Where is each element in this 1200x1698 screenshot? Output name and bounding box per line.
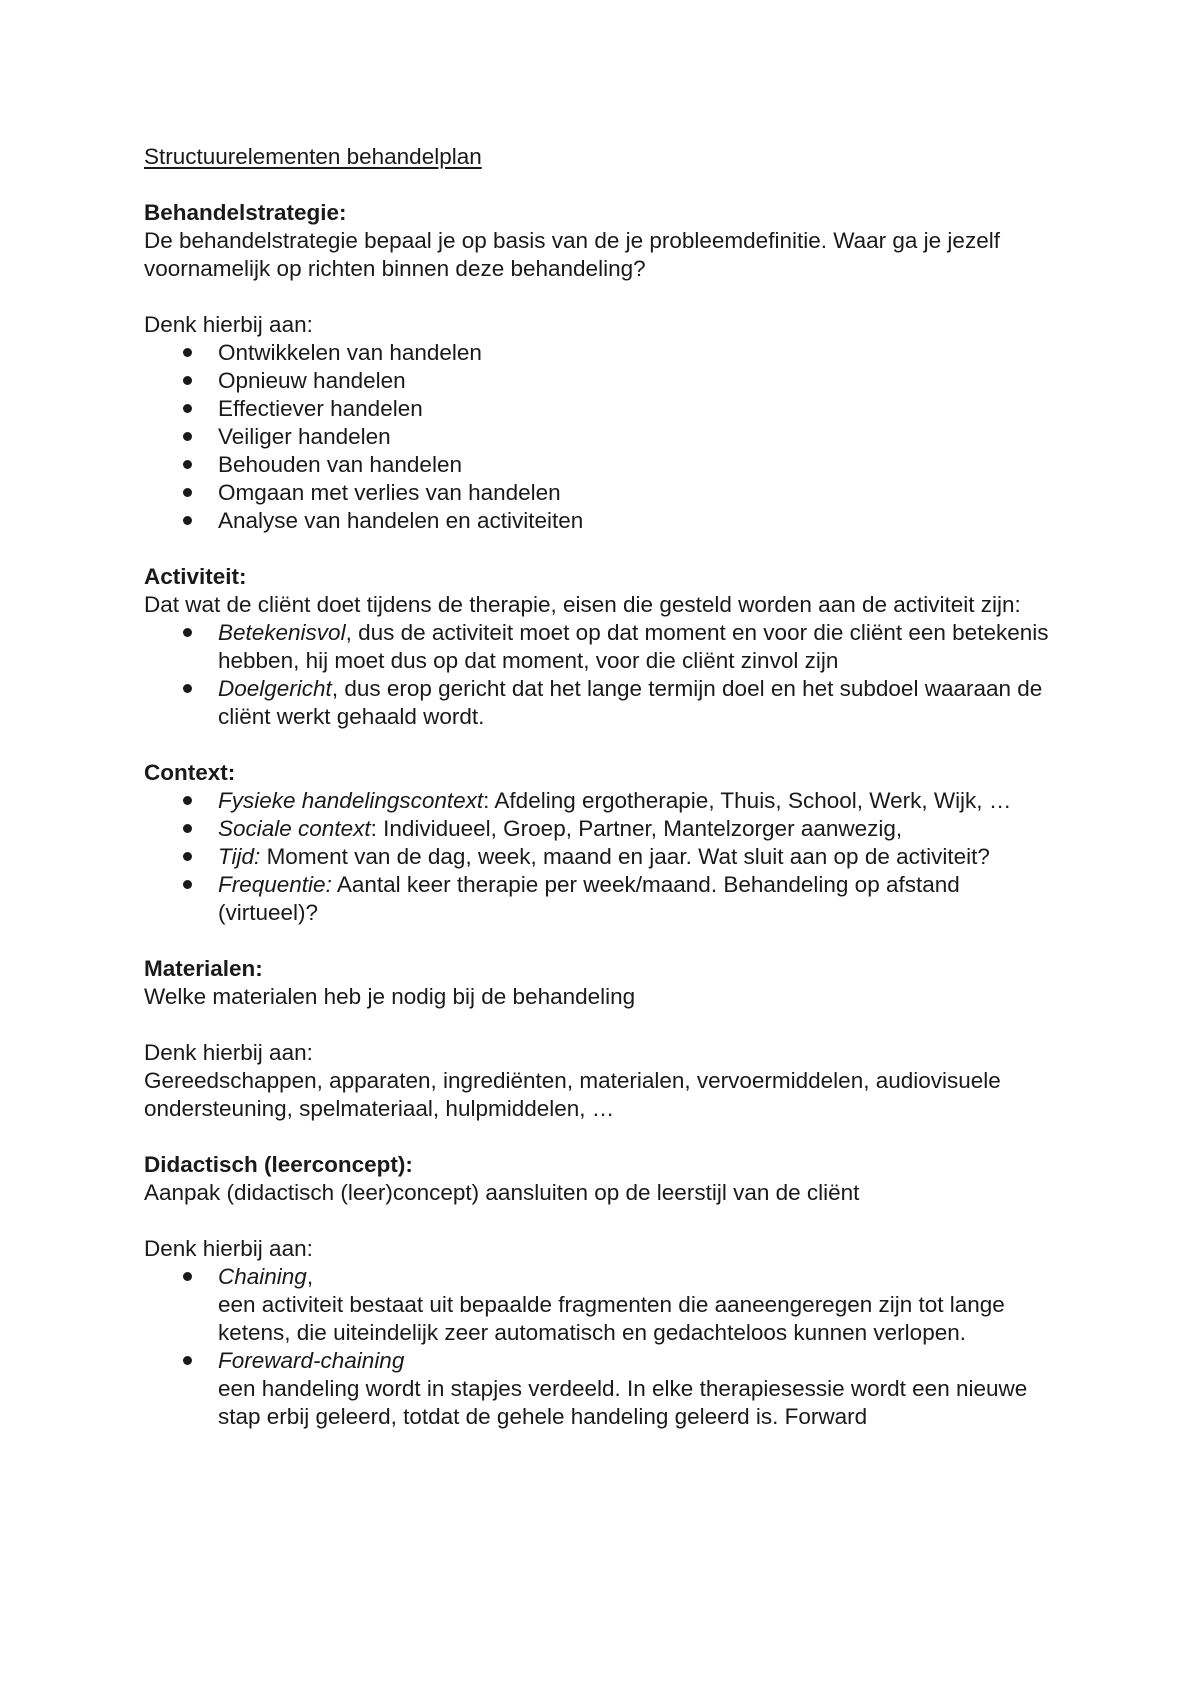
list-item	[144, 423, 1064, 451]
list-item-term: Chaining	[218, 1264, 307, 1289]
materialen-list: Gereedschappen, apparaten, ingrediënten, materialen, vervoermiddelen, audiovisuele ondersteuning, spelmateriaal, hulpmiddelen, …	[144, 1068, 1001, 1121]
list-item-term: Fysieke handelingscontext	[218, 788, 484, 813]
spacer	[144, 535, 1064, 563]
section-heading-materialen: Materialen:	[144, 956, 263, 981]
list-item	[144, 787, 1064, 815]
list-item	[144, 871, 1064, 927]
strategie-denk-label: Denk hierbij aan:	[144, 312, 313, 337]
spacer	[144, 1123, 1064, 1151]
bullet-icon	[183, 516, 192, 525]
section-heading-didactisch: Didactisch (leerconcept):	[144, 1152, 413, 1177]
bullet-icon	[183, 488, 192, 497]
list-item	[144, 1347, 1064, 1431]
list-item-text: Opnieuw handelen	[218, 368, 406, 393]
list-item	[144, 451, 1064, 479]
list-item-text: Behouden van handelen	[218, 452, 462, 477]
spacer	[144, 283, 1064, 311]
bullet-icon	[183, 684, 192, 693]
list-item	[144, 619, 1064, 675]
list-item-text: Omgaan met verlies van handelen	[218, 480, 561, 505]
list-item-text: Veiliger handelen	[218, 424, 391, 449]
bullet-icon	[183, 460, 192, 469]
list-item-text: , dus erop gericht dat het lange termijn doel en het subdoel waaraan de cliënt werkt gehaald wordt.	[218, 676, 1043, 729]
list-item	[144, 395, 1064, 423]
list-item-text: Moment van de dag, week, maand en jaar. Wat sluit aan op de activiteit?	[260, 844, 990, 869]
list-item-text: Ontwikkelen van handelen	[218, 340, 482, 365]
materialen-denk-label: Denk hierbij aan:	[144, 1040, 313, 1065]
list-item	[144, 367, 1064, 395]
activiteit-list	[144, 619, 1064, 731]
bullet-icon	[183, 880, 192, 889]
bullet-icon	[183, 348, 192, 357]
list-item-text: : Afdeling ergotherapie, Thuis, School, Werk, Wijk, …	[483, 788, 1012, 813]
list-item-term: Tijd:	[218, 844, 261, 869]
list-item-term: Doelgericht	[218, 676, 332, 701]
bullet-icon	[183, 796, 192, 805]
list-item	[144, 1263, 1064, 1347]
strategie-list	[144, 339, 1064, 535]
activiteit-intro: Dat wat de cliënt doet tijdens de therapie, eisen die gesteld worden aan de activiteit zijn:	[144, 592, 1021, 617]
document-title: Structuurelementen behandelplan	[144, 144, 482, 169]
strategie-intro: De behandelstrategie bepaal je op basis van de je probleemdefinitie. Waar ga je jezelf voornamelijk op richten binnen deze behandeling?	[144, 228, 1000, 281]
bullet-icon	[183, 1272, 192, 1281]
list-item	[144, 479, 1064, 507]
didactisch-denk-label: Denk hierbij aan:	[144, 1236, 313, 1261]
list-item-text: : Individueel, Groep, Partner, Mantelzorger aanwezig,	[370, 816, 903, 841]
bullet-icon	[183, 376, 192, 385]
list-item	[144, 843, 1064, 871]
list-item-term: Foreward-chaining	[218, 1348, 405, 1373]
list-item-term: Betekenisvol	[218, 620, 346, 645]
list-item-term: Frequentie:	[218, 872, 332, 897]
list-item-term: Sociale context	[218, 816, 371, 841]
spacer	[144, 927, 1064, 955]
spacer	[144, 731, 1064, 759]
bullet-icon	[183, 852, 192, 861]
section-heading-strategie: Behandelstrategie:	[144, 200, 347, 225]
context-list	[144, 787, 1064, 927]
spacer	[144, 1207, 1064, 1235]
list-item-text: , dus de activiteit moet op dat moment en voor die cliënt een betekenis hebben, hij moet dus op dat moment, voor die cliënt zinvol zijn	[218, 620, 1049, 673]
didactisch-intro: Aanpak (didactisch (leer)concept) aansluiten op de leerstijl van de cliënt	[144, 1180, 860, 1205]
list-item-text: een activiteit bestaat uit bepaalde fragmenten die aaneengeregen zijn tot lange ketens, die uiteindelijk zeer automatisch en gedachteloos kunnen verlopen.	[218, 1292, 1005, 1345]
list-item	[144, 339, 1064, 367]
section-heading-context: Context:	[144, 760, 236, 785]
didactisch-list	[144, 1263, 1064, 1431]
list-item-text: een handeling wordt in stapjes verdeeld. In elke therapiesessie wordt een nieuwe stap erbij geleerd, totdat de gehele handeling geleerd is. Forward	[218, 1376, 1028, 1429]
list-item-text: Effectiever handelen	[218, 396, 423, 421]
list-item	[144, 675, 1064, 731]
list-item-text: Aantal keer therapie per week/maand. Behandeling op afstand (virtueel)?	[218, 872, 960, 925]
list-item	[144, 507, 1064, 535]
section-heading-activiteit: Activiteit:	[144, 564, 247, 589]
bullet-icon	[183, 432, 192, 441]
list-item	[144, 815, 1064, 843]
bullet-icon	[183, 404, 192, 413]
list-item-text: Analyse van handelen en activiteiten	[218, 508, 584, 533]
bullet-icon	[183, 1356, 192, 1365]
list-item-term-suffix: ,	[306, 1264, 314, 1289]
bullet-icon	[183, 628, 192, 637]
bullet-icon	[183, 824, 192, 833]
materialen-intro: Welke materialen heb je nodig bij de behandeling	[144, 984, 636, 1009]
document-page	[144, 143, 1064, 1431]
spacer	[144, 1011, 1064, 1039]
